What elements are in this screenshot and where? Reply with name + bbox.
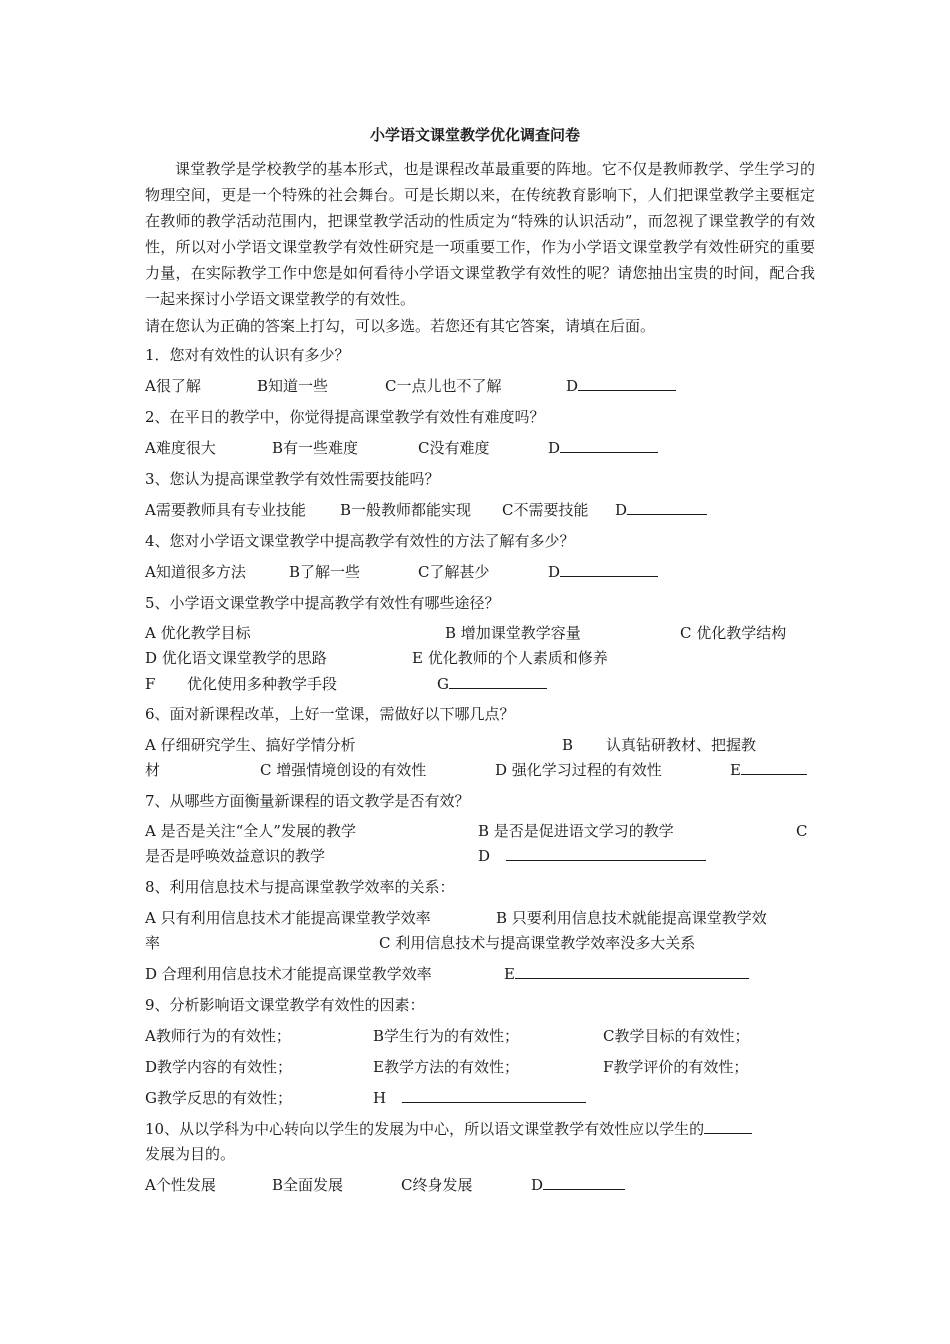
instruction-text: 请在您认为正确的答案上打勾，可以多选。若您还有其它答案，请填在后面。 (145, 317, 656, 335)
q2-option-d[interactable] (548, 438, 658, 458)
q3-blank[interactable] (627, 500, 707, 515)
q8-option-a[interactable]: A 只有利用信息技术才能提高课堂教学效率 (145, 909, 431, 927)
question-10-cont: 发展为目的。 (145, 1145, 236, 1163)
q5-option-f[interactable]: 优化使用多种教学手段 (187, 675, 338, 693)
q6-option-b-cont: 材 (145, 761, 161, 779)
question-6: 6、面对新课程改革，上好一堂课，需做好以下哪几点？ (145, 705, 515, 723)
q7-option-c[interactable]: 是否是呼唤效益意识的教学 (145, 847, 326, 865)
q3-option-c[interactable]: C不需要技能 (502, 501, 589, 519)
q9-option-f[interactable]: F教学评价的有效性； (603, 1058, 749, 1076)
q6-option-e[interactable] (730, 760, 807, 780)
q7-option-a[interactable]: A 是否是关注“全人”发展的教学 (145, 822, 356, 840)
question-9: 9、分析影响语文课堂教学有效性的因素： (145, 996, 425, 1014)
q3-option-d-label: D (615, 501, 628, 519)
q9-option-d[interactable]: D教学内容的有效性； (145, 1058, 293, 1076)
question-1: 1．您对有效性的认识有多少？ (145, 346, 350, 364)
q8-option-b[interactable]: B 只要利用信息技术就能提高课堂教学效 (496, 909, 767, 927)
page-title: 小学语文课堂教学优化调查问卷 (369, 126, 580, 144)
q4-option-d[interactable] (548, 562, 658, 582)
q9-option-g[interactable]: G教学反思的有效性； (145, 1089, 292, 1107)
q8-option-c[interactable]: C 利用信息技术与提高课堂教学效率没多大关系 (379, 934, 696, 952)
q1-option-d-label: D (566, 377, 579, 395)
q9-option-h-label: H (373, 1089, 387, 1107)
question-7: 7、从哪些方面衡量新课程的语文教学是否有效？ (145, 792, 470, 810)
q8-option-b-cont: 率 (145, 934, 161, 952)
q7-option-d-label: D (478, 847, 491, 865)
q6-option-d[interactable]: D 强化学习过程的有效性 (495, 761, 662, 779)
q6-option-a[interactable]: A 仔细研究学生、搞好学情分析 (145, 736, 356, 754)
question-10-text: 10、从以学科为中心转向以学生的发展为中心，所以语文课堂教学有效性应以学生的 (145, 1120, 705, 1138)
q8-option-e-label: E (504, 965, 515, 983)
q10-option-a[interactable]: A个性发展 (145, 1176, 216, 1194)
q4-option-a[interactable]: A知道很多方法 (145, 563, 246, 581)
q2-option-a[interactable]: A难度很大 (145, 439, 216, 457)
question-4: 4、您对小学语文课堂教学中提高教学有效性的方法了解有多少？ (145, 532, 575, 550)
q2-option-c[interactable]: C没有难度 (418, 439, 490, 457)
question-3: 3、您认为提高课堂教学有效性需要技能吗？ (145, 470, 440, 488)
q7-option-b[interactable]: B 是否是促进语文学习的教学 (478, 822, 674, 840)
q9-option-b[interactable]: B学生行为的有效性； (373, 1027, 520, 1045)
q2-blank[interactable] (560, 438, 658, 453)
q10-option-b[interactable]: B全面发展 (272, 1176, 344, 1194)
q1-option-a[interactable]: A很了解 (145, 377, 201, 395)
q10-option-d-label: D (531, 1176, 544, 1194)
q10-inline-blank[interactable] (704, 1119, 752, 1134)
q9-option-c[interactable]: C教学目标的有效性； (603, 1027, 750, 1045)
q6-blank[interactable] (741, 760, 807, 775)
q10-blank[interactable] (543, 1175, 625, 1190)
q3-option-d[interactable] (615, 500, 707, 520)
q4-option-c[interactable]: C了解甚少 (418, 563, 490, 581)
question-5: 5、小学语文课堂教学中提高教学有效性有哪些途径？ (145, 594, 500, 612)
q4-blank[interactable] (560, 562, 658, 577)
q3-option-a[interactable]: A需要教师具有专业技能 (145, 501, 306, 519)
q1-option-d[interactable] (566, 376, 676, 396)
question-2: 2、在平日的教学中，你觉得提高课堂教学有效性有难度吗？ (145, 408, 545, 426)
q9-option-e[interactable]: E教学方法的有效性； (373, 1058, 519, 1076)
q9-option-h[interactable] (373, 1088, 586, 1108)
q4-option-d-label: D (548, 563, 561, 581)
q6-option-b[interactable]: 认真钻研教材、把握教 (606, 736, 757, 754)
q7-option-c-letter[interactable]: C (796, 822, 808, 840)
q9-option-a[interactable]: A教师行为的有效性； (145, 1027, 291, 1045)
q8-option-d[interactable]: D 合理利用信息技术才能提高课堂教学效率 (145, 965, 432, 983)
q1-blank[interactable] (578, 376, 676, 391)
q10-option-d[interactable] (531, 1175, 625, 1195)
q5-option-e[interactable]: E 优化教师的个人素质和修养 (412, 649, 608, 667)
q2-option-b[interactable]: B有一些难度 (272, 439, 359, 457)
q5-option-g-label: G (437, 675, 449, 693)
q5-option-d[interactable]: D 优化语文课堂教学的思路 (145, 649, 327, 667)
q1-option-c[interactable]: C一点儿也不了解 (385, 377, 502, 395)
q5-blank[interactable] (449, 674, 547, 689)
q3-option-b[interactable]: B一般教师都能实现 (340, 501, 472, 519)
q4-option-b[interactable]: B了解一些 (289, 563, 361, 581)
q5-option-b[interactable]: B 增加课堂教学容量 (445, 624, 581, 642)
q5-option-c[interactable]: C 优化教学结构 (680, 624, 787, 642)
q8-blank[interactable] (515, 964, 749, 979)
q5-option-g[interactable] (437, 674, 547, 694)
q6-option-b-letter[interactable]: B (562, 736, 574, 754)
q5-option-f-letter[interactable]: F (145, 675, 156, 693)
q1-option-b[interactable]: B知道一些 (257, 377, 329, 395)
q6-option-e-label: E (730, 761, 741, 779)
q5-option-a[interactable]: A 优化教学目标 (145, 624, 251, 642)
intro-paragraph: 课堂教学是学校教学的基本形式，也是课程改革最重要的阵地。它不仅是教师教学、学生学习的物理空间，更是一个特殊的社会舞台。可是长期以来，在传统教育影响下，人们把课堂教学主要框定在教师的教学活动范围内，把课堂教学活动的性质定为“特殊的认识活动”，而忽视了课堂教学的有效性，所以对小学语文课堂教学有效性研究是一项重要工作，作为小学语文课堂教学有效性研究的重要力量，在实际教学工作中您是如何看待小学语文课堂教学有效性的呢？请您抽出宝贵的时间，配合我一起来探讨小学语文课堂教学的有效性。 (145, 160, 815, 308)
q7-option-d[interactable] (478, 846, 706, 866)
q2-option-d-label: D (548, 439, 561, 457)
question-10 (145, 1119, 752, 1139)
q8-option-e[interactable] (504, 964, 749, 984)
q10-option-c[interactable]: C终身发展 (401, 1176, 473, 1194)
q6-option-c[interactable]: C 增强情境创设的有效性 (260, 761, 427, 779)
question-8: 8、利用信息技术与提高课堂教学效率的关系： (145, 878, 455, 896)
q7-blank[interactable] (506, 846, 706, 861)
q9-blank[interactable] (402, 1088, 586, 1103)
